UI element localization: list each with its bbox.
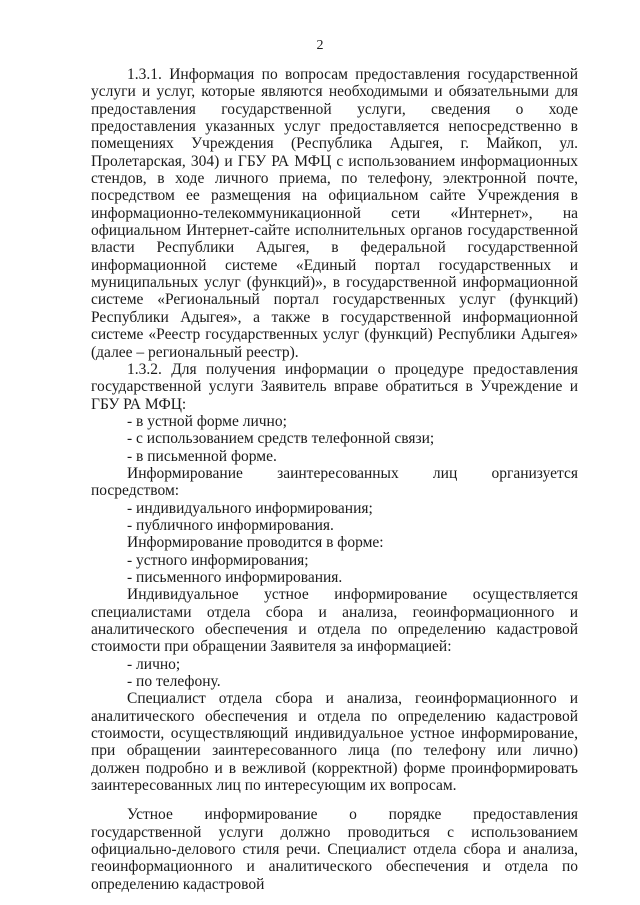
list-item: - лично; — [127, 655, 181, 673]
paragraph-oral-informing-style: Устное информирование о порядке предоставления государственной услуги должно проводиться с использованием официально-делового стиля речи. Специалист отдела сбора и анализа, геоинформационного и аналитического обеспечения и отдела по определению кадастровой — [91, 806, 578, 893]
list-item: - публичного информирования. — [127, 516, 334, 534]
paragraph-individual-informing: Индивидуальное устное информирование осуществляется специалистами отдела сбора и анализа, геоинформационного и аналитического обеспечения и отдела по определению кадастровой стоимости при обращении Заявителя за информацией: — [91, 586, 578, 656]
list-item: - устного информирования; — [127, 551, 309, 569]
paragraph-specialist-duties: Специалист отдела сбора и анализа, геоинформационного и аналитического обеспечения и отдела по определению кадастровой стоимости, осуществляющий индивидуальное устное информирование, при обращении заинтересованного лица (по телефону или лично) должен подробно и в вежливой (корректной) форме проинформировать заинтересованных лиц по интересующим их вопросам. — [91, 690, 578, 795]
paragraph-informing-form: Информирование проводится в форме: — [127, 534, 384, 552]
paragraph-1-3-1: 1.3.1. Информация по вопросам предоставления государственной услуги и услуг, которые являются необходимыми и обязательными для предоставления государственной услуги, сведения о ходе предоставления указанных услуг предоставляется непосредственно в помещениях Учреждения (Республика Адыгея, г. Майкоп, ул. Пролетарская, 304) и ГБУ РА МФЦ с использованием информационных стендов, в ходе личного приема, по телефону, электронной почте, посредством ее размещения на официальном сайте Учреждения в информационно-телекоммуникационной сети «Интернет», на официальном Интернет-сайте исполнительных органов государственной власти Республики Адыгея, в федеральной государственной информационной системе «Единый портал государственных и муниципальных услуг (функций)», в государственной информационной системе «Региональный портал государственных услуг (функций) Республики Адыгея», а также в государственной информационной системе «Реестр государственных услуг (функций) Республики Адыгея» (далее – региональный реестр). — [91, 66, 578, 361]
list-item: - письменного информирования. — [127, 568, 343, 586]
paragraph-1-3-2: 1.3.2. Для получения информации о процедуре предоставления государственной услуги Заявитель вправе обратиться в Учреждение и ГБУ РА МФЦ: — [91, 360, 578, 413]
list-item: - в устной форме лично; — [127, 412, 287, 430]
list-item: - с использованием средств телефонной связи; — [127, 430, 435, 448]
list-item: - индивидуального информирования; — [127, 499, 373, 517]
list-item: - в письменной форме. — [127, 447, 277, 465]
page-number: 2 — [316, 38, 324, 53]
paragraph-informing-means: Информирование заинтересованных лиц организуется посредством: — [91, 464, 578, 500]
document-body — [91, 66, 578, 893]
list-item: - по телефону. — [127, 673, 221, 691]
